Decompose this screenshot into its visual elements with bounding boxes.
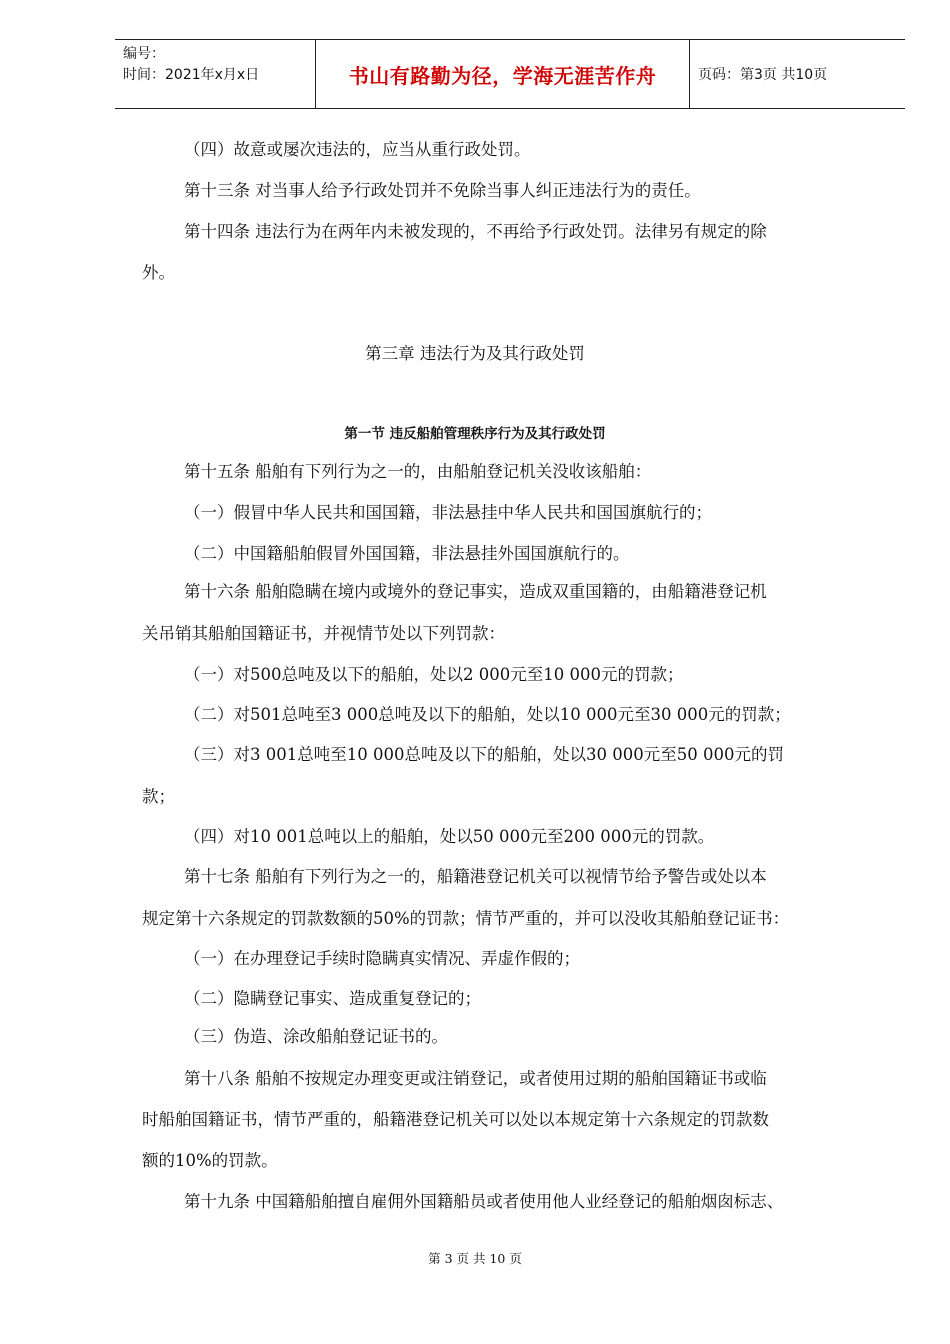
body-line: （一）在办理登记手续时隐瞒真实情况、弄虚作假的； (184, 949, 580, 968)
body-line: 第十九条 中国籍船舶擅自雇佣外国籍船员或者使用他人业经登记的船舶烟囱标志、 (184, 1192, 784, 1211)
body-line: 第十六条 船舶隐瞒在境内或境外的登记事实，造成双重国籍的，由船籍港登记机 (184, 582, 767, 601)
body-line: （三）对3 001总吨至10 000总吨及以下的船舶，处以30 000元至50 000元的罚 (184, 745, 784, 764)
body-line: （二）中国籍船舶假冒外国国籍，非法悬挂外国国旗航行的。 (184, 544, 630, 563)
body-line: （一）假冒中华人民共和国国籍，非法悬挂中华人民共和国国旗航行的； (184, 503, 712, 522)
body-line: 规定第十六条规定的罚款数额的50%的罚款；情节严重的，并可以没收其船舶登记证书： (142, 909, 790, 928)
page-header (115, 39, 905, 109)
document-number-label: 编号： (123, 46, 165, 62)
body-line: （二）隐瞒登记事实、造成重复登记的； (184, 989, 481, 1008)
body-line: 关吊销其船舶国籍证书，并视情节处以下列罚款： (142, 624, 505, 643)
header-motto-cell (316, 40, 690, 108)
body-line: （二）对501总吨至3 000总吨及以下的船舶，处以10 000元至30 000元的罚款； (184, 705, 791, 724)
body-line: 第十三条 对当事人给予行政处罚并不免除当事人纠正违法行为的责任。 (184, 181, 701, 200)
body-line: 第十七条 船舶有下列行为之一的，船籍港登记机关可以视情节给予警告或处以本 (184, 867, 767, 886)
body-line: 第十四条 违法行为在两年内未被发现的，不再给予行政处罚。法律另有规定的除 (184, 222, 767, 241)
page-footer: 第 3 页 共 10 页 (428, 1251, 522, 1266)
motto-text: 书山有路勤为径，学海无涯苦作舟 (348, 63, 657, 88)
body-line: （一）对500总吨及以下的船舶，处以2 000元至10 000元的罚款； (184, 665, 684, 684)
body-line: （三）伪造、涂改船舶登记证书的。 (184, 1027, 448, 1046)
body-line: （四）故意或屡次违法的，应当从重行政处罚。 (184, 140, 531, 159)
body-line: 第十五条 船舶有下列行为之一的，由船舶登记机关没收该船舶： (184, 462, 652, 481)
page-code: 页码：第3页 共10页 (698, 67, 828, 83)
body-line: 款； (142, 787, 175, 806)
body-line: 额的10%的罚款。 (142, 1151, 278, 1170)
body-line: 第十八条 船舶不按规定办理变更或注销登记，或者使用过期的船舶国籍证书或临 (184, 1069, 767, 1088)
document-time-label: 时间：2021年x月x日 (123, 67, 260, 83)
body-line: 外。 (142, 263, 175, 282)
section-heading: 第一节 违反船舶管理秩序行为及其行政处罚 (344, 426, 606, 442)
body-line: （四）对10 001总吨以上的船舶，处以50 000元至200 000元的罚款。 (184, 827, 715, 846)
header-info-cell (115, 40, 316, 108)
body-line: 时船舶国籍证书，情节严重的，船籍港登记机关可以处以本规定第十六条规定的罚款数 (142, 1110, 769, 1129)
chapter-heading: 第三章 违法行为及其行政处罚 (365, 344, 585, 363)
header-page-cell (690, 40, 905, 108)
